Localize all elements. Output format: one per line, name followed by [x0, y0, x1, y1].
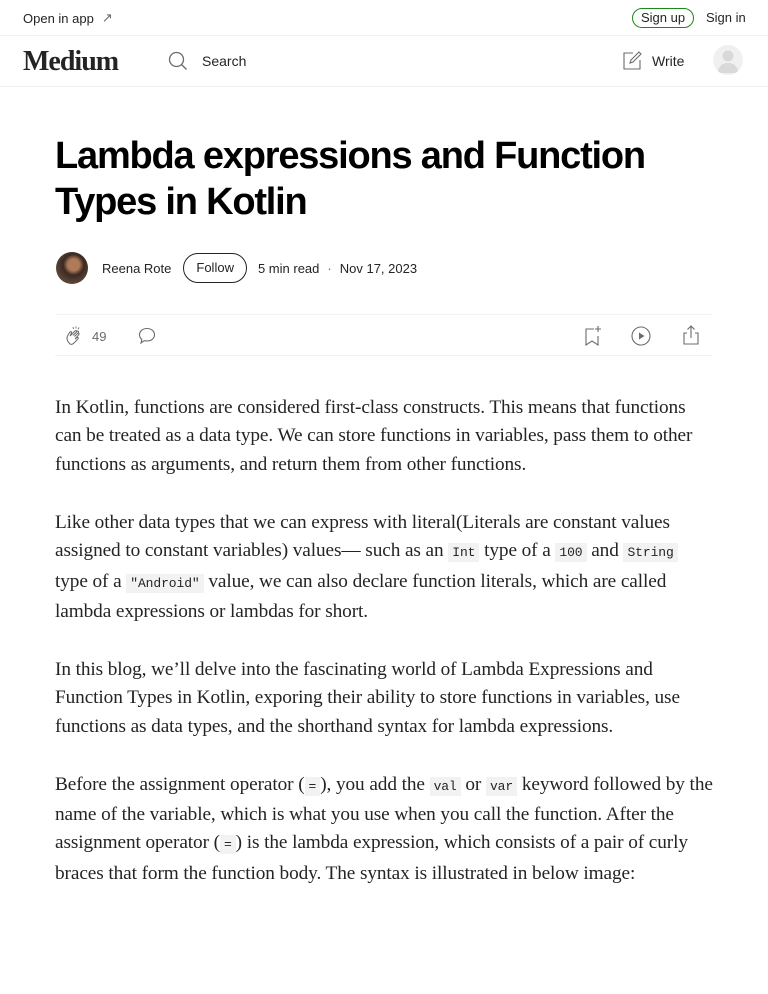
inline-code: = — [220, 835, 236, 854]
open-in-app-link[interactable] — [23, 10, 113, 26]
share-icon — [681, 324, 701, 346]
inline-code: 100 — [555, 543, 586, 562]
article-action-bar — [55, 314, 712, 356]
medium-logo[interactable]: Medium — [23, 46, 119, 77]
comment-button[interactable] — [137, 326, 157, 351]
main-navbar — [0, 37, 768, 87]
write-icon — [622, 51, 642, 71]
inline-code: String — [623, 543, 677, 562]
play-circle-icon — [630, 325, 652, 347]
author-avatar[interactable] — [56, 252, 88, 284]
publish-date: Nov 17, 2023 — [339, 260, 418, 276]
clap-button[interactable] — [64, 325, 106, 347]
user-silhouette-icon — [713, 45, 743, 75]
article-body — [55, 394, 715, 918]
arrow-up-right-icon: ↗ — [101, 10, 113, 25]
listen-button[interactable] — [630, 325, 652, 352]
paragraph-1: In Kotlin, functions are considered first-class constructs. This means that functions can be treated as a data type. We can store functions in variables, pass them to other functions as arguments, and return them from other functions. — [55, 397, 693, 475]
bookmark-add-icon — [583, 325, 603, 347]
paragraph-4: Before the assignment operator ( = ), you add the val or var keyword followed by the name of the variable, which is what you use when you call the function. After the assignment operator ( = ) is the lambda expression, which consists of a pair of curly braces that form the function body. The syntax is illustrated in below image: — [55, 773, 713, 884]
comment-icon — [137, 326, 157, 346]
search-icon — [168, 51, 188, 71]
article-meta — [56, 252, 417, 284]
open-in-app-label: Open in app — [23, 10, 94, 26]
search-button[interactable] — [168, 51, 246, 71]
top-banner — [0, 0, 768, 36]
sign-up-button[interactable]: Sign up — [632, 8, 694, 28]
paragraph-2: Like other data types that we can express with literal(Literals are constant values assigned to constant variables) values— such as an Int type of a 100 and String type of a "Android" value, we can also declare function literals, which are called lambda expressions or lambdas for short. — [55, 509, 715, 627]
clap-icon — [64, 325, 86, 347]
save-bookmark-button[interactable] — [583, 325, 603, 352]
user-avatar[interactable] — [713, 45, 743, 75]
write-button[interactable] — [622, 51, 684, 71]
article-title: Lambda expressions and Function Types in Kotlin — [55, 135, 645, 223]
paragraph-3: In this blog, we’ll delve into the fascinating world of Lambda Expressions and Function Types in Kotlin, exporing their ability to store functions in variables, use functions as data types, and the shorthand syntax for lambda expressions. — [55, 658, 680, 737]
search-label: Search — [202, 53, 247, 69]
clap-count: 49 — [92, 328, 107, 344]
sign-in-link[interactable]: Sign in — [706, 10, 746, 25]
read-time: 5 min read — [257, 260, 320, 276]
follow-button[interactable]: Follow — [183, 253, 247, 283]
inline-code: "Android" — [126, 574, 203, 593]
inline-code: val — [430, 777, 461, 796]
inline-code: var — [486, 777, 517, 796]
inline-code: = — [305, 777, 321, 796]
separator-dot: · — [327, 260, 332, 276]
inline-code: Int — [448, 543, 479, 562]
write-label: Write — [652, 53, 685, 69]
share-button[interactable] — [681, 324, 701, 351]
author-name[interactable]: Reena Rote — [102, 260, 172, 276]
